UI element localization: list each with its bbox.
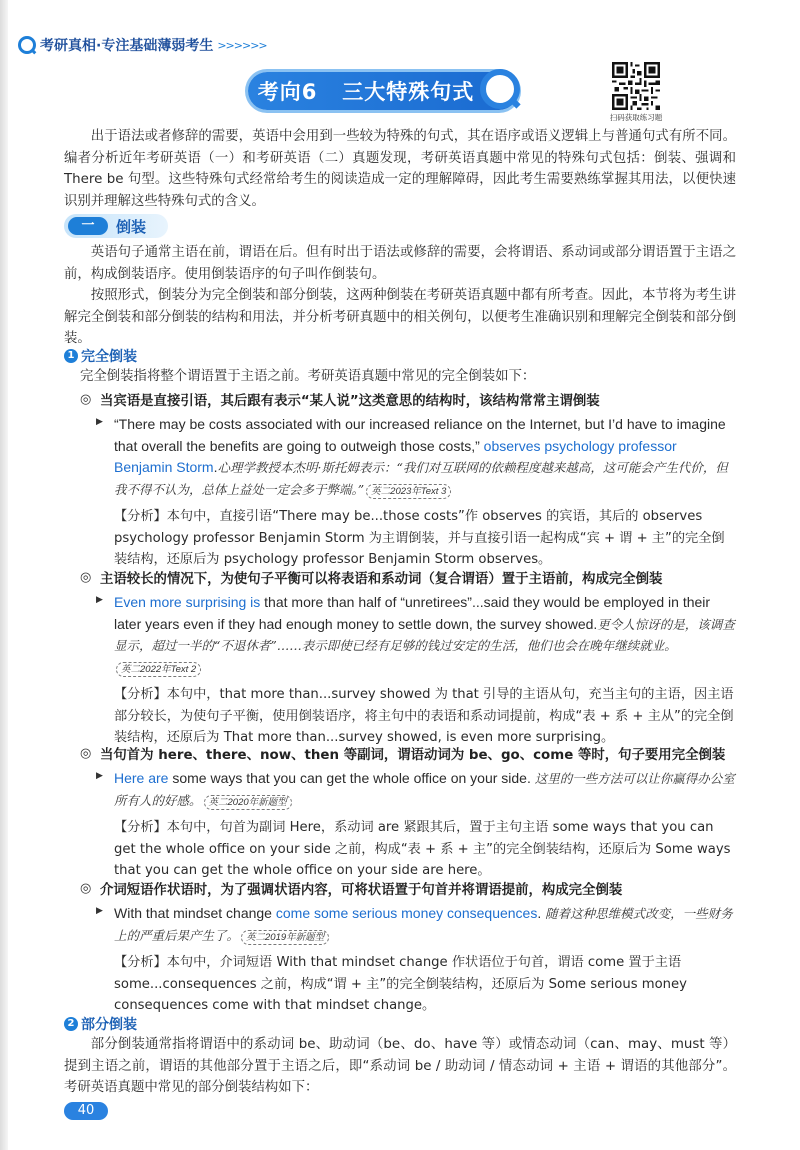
- qr-caption: 扫码获取练习题: [609, 113, 663, 122]
- example-sentence: “There may be costs associated with our increased reliance on the Internet, but I’d have to imagine that overall the benefits are going to outweigh those costs,” observes psychology professor Benjamin Storm.心理学教授本杰明·斯托姆表示：“我们对互联网的依赖程度越来越高，这可能会产生代价，但我不得不认为，总体上益处一定会多于弊端。” 英二2023年Text 3: [114, 416, 728, 497]
- rule-text: 当句首为 here、there、now、then 等副词，谓语动词为 be、go、come 等时，句子要用完全倒装: [100, 747, 726, 763]
- intro-paragraph: 出于语法或者修辞的需要，英语中会用到一些较为特殊的句式，其在语序或语义逻辑上与普通句式有所不同。编者分析近年考研英语（一）和考研英语（二）真题发现，考研英语真题中常见的特殊句式包括：倒装、强调和 There be 句型。这些特殊句式经常给考生的阅读造成一定的理解障碍，因此考生需要熟练掌握其用法，以便快速识别并理解这些特殊句式的含义。: [64, 129, 736, 209]
- rule-marker-icon: ◎: [80, 880, 92, 896]
- source-tag: 英二2020年新题型: [204, 795, 292, 810]
- chinese-translation: 更令人惊讶的是，该调查显示，超过一半的“不退休者”……表示即使已经有足够的钱过安定的生活，他们也会在晚年继续就业。: [114, 616, 735, 653]
- bullet-triangle-icon: ▶: [96, 595, 103, 605]
- example-block: [96, 768, 736, 882]
- section-paragraph-1: 英语句子通常主语在前，谓语在后。但有时出于语法或修辞的需要，会将谓语、系动词或部分谓语置于主语之前，构成倒装语序。使用倒装语序的句子叫作倒装句。: [64, 245, 736, 282]
- analysis-text: 【分析】本句中，直接引语“There may be...those costs”作 observes 的宾语，其后的 observes psychology professor Benjamin Storm 为主谓倒装，并与直接引语一起构成“宾 + 谓 + 主”的完全倒装结构，还原后为 psychology professor Benjamin Storm observes。: [114, 509, 725, 567]
- subsection-description: 完全倒装指将整个谓语置于主语之前。考研英语真题中常见的完全倒装如下：: [80, 369, 536, 384]
- highlighted-phrase: come some serious money consequences: [275, 905, 538, 921]
- page-edge-shadow: [0, 0, 8, 1150]
- page-number: 40: [64, 1102, 108, 1120]
- chapter-title-banner: [248, 72, 518, 110]
- subsection-heading-full-inversion: [64, 346, 137, 366]
- rule-heading: [80, 389, 740, 409]
- example-block: [96, 903, 736, 1017]
- subsection-title: 完全倒装: [81, 349, 137, 365]
- arrows-decoration: >>>>>>: [217, 38, 267, 52]
- brand-slogan: ·专注基础薄弱考生: [96, 38, 214, 54]
- qr-code[interactable]: [612, 62, 660, 110]
- running-header: [18, 34, 267, 56]
- subsection-number: 2: [64, 1017, 78, 1031]
- rule-heading: [80, 567, 740, 587]
- chinese-translation: 心理学教授本杰明·斯托姆表示：“我们对互联网的依赖程度越来越高，这可能会产生代价，但我不得不认为，总体上益处一定会多于弊端。”: [114, 460, 728, 497]
- example-sentence: Here are some ways that you can get the whole office on your side. 这里的一些方法可以让你赢得办公室所有人的好感。 英二2020年新题型: [114, 770, 735, 808]
- bullet-triangle-icon: ▶: [96, 417, 103, 427]
- subsection-title: 部分倒装: [81, 1017, 137, 1033]
- analysis-text: 【分析】本句中，介词短语 With that mindset change 作状语位于句首，谓语 come 置于主语 some...consequences 之前，构成“谓 + 主”的完全倒装结构，还原后为 Some serious money consequences come with that mindset change。: [114, 955, 687, 1013]
- bullet-triangle-icon: ▶: [96, 906, 103, 916]
- rule-heading: [80, 743, 740, 763]
- highlighted-phrase: observes psychology professor Benjamin Storm: [114, 437, 677, 475]
- example-sentence: With that mindset change come some serious money consequences. 随着这种思维模式改变，一些财务上的严重后果产生了。 英二2019年新题型: [114, 905, 733, 943]
- bullet-triangle-icon: ▶: [96, 771, 103, 781]
- section-paragraph-2: 按照形式，倒装分为完全倒装和部分倒装，这两种倒装在考研英语真题中都有所考查。因此，本节将为考生讲解完全倒装和部分倒装的结构和用法，并分析考研真题中的相关例句，以便考生准确识别和理解完全倒装和部分倒装。: [64, 288, 736, 346]
- rule-marker-icon: ◎: [80, 569, 92, 585]
- rule-marker-icon: ◎: [80, 391, 92, 407]
- chinese-translation: 这里的一些方法可以让你赢得办公室所有人的好感。: [114, 771, 735, 808]
- source-tag: 英二2019年新题型: [241, 930, 329, 945]
- rule-text: 当宾语是直接引语，其后跟有表示“某人说”这类意思的结构时，该结构常常主谓倒装: [100, 393, 600, 409]
- analysis-text: 【分析】本句中，句首为副词 Here，系动词 are 紧跟其后，置于主句主语 some ways that you can get the whole office on your side 之前，构成“表 + 系 + 主”的完全倒装结构，还原后为 Some ways that you can get the whole office on your side are here。: [114, 820, 731, 878]
- magnifier-icon: [480, 69, 520, 109]
- chinese-translation: 随着这种思维模式改变，一些财务上的严重后果产生了。: [114, 906, 733, 943]
- subsection-description: 部分倒装通常指将谓语中的系动词 be、助动词（be、do、have 等）或情态动词（can、may、must 等）提到主语之前，谓语的其他部分置于主语之后，即“系动词 be / 助动词 / 情态动词 + 主语 + 谓语的其他部分”。考研英语真题中常见的部分倒装结构如下：: [64, 1037, 736, 1095]
- section-number: 一: [68, 217, 108, 235]
- rule-text: 介词短语作状语时，为了强调状语内容，可将状语置于句首并将谓语提前，构成完全倒装: [100, 882, 623, 898]
- highlighted-phrase: Here are: [114, 770, 169, 786]
- rule-text: 主语较长的情况下，为使句子平衡可以将表语和系动词（复合谓语）置于主语前，构成完全倒装: [100, 571, 663, 587]
- source-tag: 英二2023年Text 3: [366, 484, 451, 499]
- rule-heading: [80, 878, 740, 898]
- rule-marker-icon: ◎: [80, 745, 92, 761]
- search-logo-icon: [18, 36, 36, 54]
- analysis-text: 【分析】本句中，that more than...survey showed 为 that 引导的主语从句，充当主句的主语，因主语部分较长，为使句子平衡，使用倒装语序，将主句中的表语和系动词提前，构成“表 + 系 + 主从”的完全倒装结构，还原后为 That more than...survey showed, is even more surprising。: [114, 687, 734, 745]
- example-block: [96, 414, 736, 571]
- chapter-title: 考向6 三大特殊句式: [257, 80, 475, 104]
- subsection-number: 1: [64, 349, 78, 363]
- highlighted-phrase: Even more surprising is: [114, 594, 261, 610]
- source-tag: 英二2022年Text 2: [116, 662, 201, 677]
- section-heading-inversion: [64, 214, 168, 238]
- subsection-heading-partial-inversion: [64, 1014, 137, 1034]
- brand-name: 考研真相: [40, 38, 96, 54]
- section-title: 倒装: [116, 218, 147, 236]
- example-block: [96, 592, 736, 749]
- example-sentence: Even more surprising is that more than half of “unretirees”...said they would be employed in their later years even if they had enough money to settle down, the survey showed.更令人惊讶的是，该调查显示，超过一半的“不退休者”……表示即使已经有足够的钱过安定的生活，他们也会在晚年继续就业。英二2022年Text 2: [114, 594, 735, 675]
